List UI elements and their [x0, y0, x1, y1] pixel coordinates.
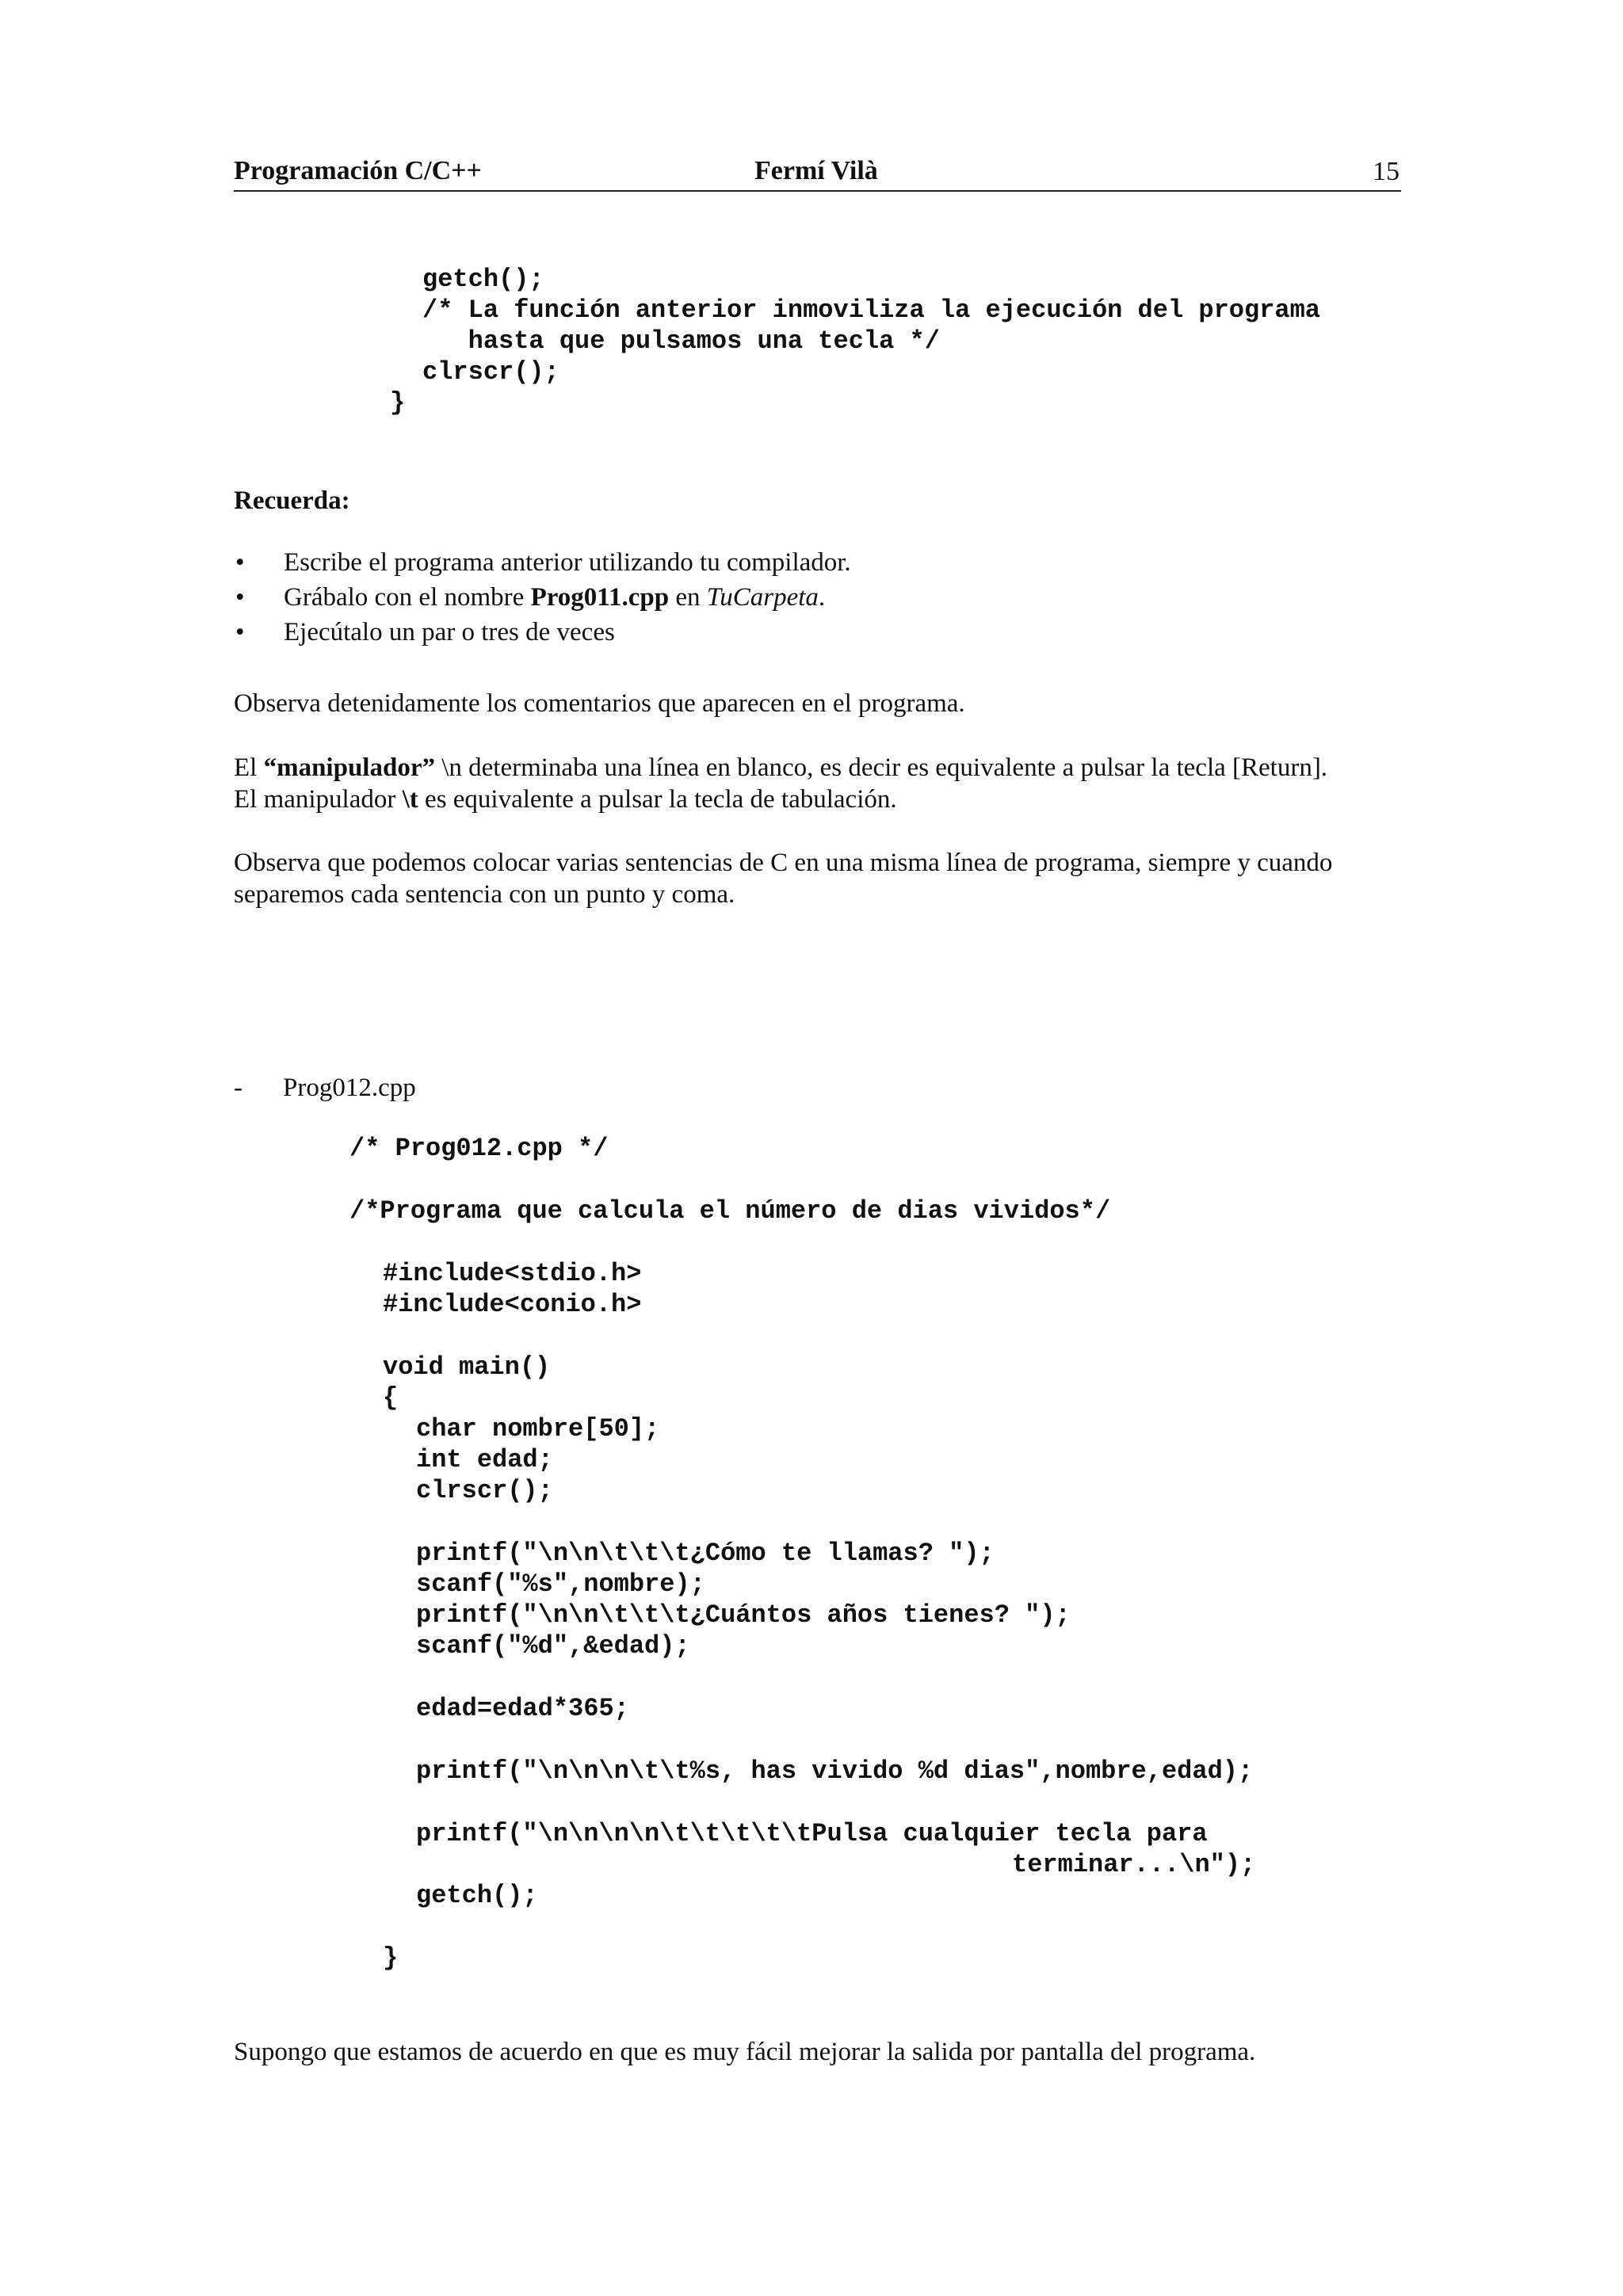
code-top-line-2: /* La función anterior inmoviliza la ejecución del programa: [422, 296, 1320, 325]
para2-line2-pre: El manipulador: [234, 785, 403, 814]
para2-bold-manipulador: “manipulador”: [263, 753, 435, 782]
paragraph-manipulador: [234, 752, 1327, 815]
recuerda-item-2-folder: TuCarpeta: [706, 583, 819, 612]
recuerda-item-2-filename: Prog011.cpp: [530, 583, 670, 612]
recuerda-title: Recuerda:: [234, 486, 350, 515]
para2-line2-end: es equivalente a pulsar la tecla de tabulación.: [418, 785, 897, 814]
code-line-7: char nombre[50];: [416, 1414, 660, 1444]
recuerda-item-1-text: Escribe el programa anterior utilizando tu compilador.: [284, 548, 851, 577]
code-line-15: printf("\n\n\n\t\t%s, has vivido %d dias",nombre,edad);: [416, 1756, 1254, 1786]
code-top-line-3: hasta que pulsamos una tecla */: [422, 326, 940, 356]
recuerda-item-2: [234, 582, 851, 616]
header-rule: [234, 190, 1401, 192]
code-line-12: printf("\n\n\t\t\t¿Cuántos años tienes? ");: [416, 1600, 1071, 1630]
paragraph-closing: Supongo que estamos de acuerdo en que es muy fácil mejorar la salida por pantalla del programa.: [234, 2038, 1256, 2066]
code-line-18: getch();: [416, 1881, 538, 1910]
code-line-5: void main(): [383, 1352, 551, 1382]
header-center: Fermí Vilà: [754, 156, 878, 185]
paragraph-manipulador-line-2: [234, 784, 1327, 815]
prog-item-name: Prog012.cpp: [283, 1074, 416, 1102]
code-line-2: /*Programa que calcula el número de dias vividos*/: [349, 1196, 1111, 1226]
code-line-19: }: [383, 1943, 399, 1973]
code-line-11: scanf("%s",nombre);: [416, 1569, 705, 1599]
code-line-13: scanf("%d",&edad);: [416, 1631, 690, 1661]
recuerda-list: [234, 547, 851, 651]
recuerda-item-3-text: Ejecútalo un par o tres de veces: [284, 618, 615, 646]
code-line-9: clrscr();: [416, 1476, 553, 1505]
recuerda-item-2-end: .: [818, 583, 826, 612]
code-line-17: terminar...\n");: [1012, 1850, 1256, 1879]
prog-item-dash: -: [234, 1074, 242, 1102]
recuerda-item-1: [234, 547, 851, 582]
paragraph-manipulador-line-1: [234, 752, 1327, 784]
para2-pre: El: [234, 753, 264, 782]
code-line-3: #include<stdio.h>: [383, 1259, 642, 1288]
paragraph-sentencias: [234, 847, 1332, 910]
recuerda-item-3: [234, 616, 851, 651]
recuerda-item-2-mid: en: [669, 583, 707, 612]
recuerda-item-2-pre: Grábalo con el nombre: [284, 583, 531, 612]
paragraph-observa-comentarios: Observa detenidamente los comentarios que aparecen en el programa.: [234, 689, 965, 718]
code-top-line-1: getch();: [422, 265, 544, 294]
code-line-14: edad=edad*365;: [416, 1694, 629, 1723]
para2-line1-rest: \n determinaba una línea en blanco, es decir es equivalente a pulsar la tecla [Return].: [434, 753, 1328, 782]
code-line-4: #include<conio.h>: [383, 1290, 642, 1319]
code-line-10: printf("\n\n\t\t\t¿Cómo te llamas? ");: [416, 1539, 995, 1568]
para2-bold-tab: \t: [402, 785, 418, 814]
header-left: Programación C/C++: [234, 156, 482, 185]
paragraph-sentencias-line-1: Observa que podemos colocar varias sentencias de C en una misma línea de programa, siempre y cuando: [234, 849, 1333, 877]
code-top-line-4: clrscr();: [422, 357, 559, 387]
page-number: 15: [1373, 157, 1400, 186]
code-line-6: {: [383, 1383, 399, 1413]
code-top-closing-brace: }: [390, 388, 406, 418]
code-line-1: /* Prog012.cpp */: [349, 1134, 609, 1163]
code-line-8: int edad;: [416, 1445, 553, 1474]
paragraph-sentencias-line-2: separemos cada sentencia con un punto y coma.: [234, 880, 735, 909]
code-line-16: printf("\n\n\n\n\t\t\t\t\tPulsa cualquier tecla para: [416, 1819, 1208, 1848]
